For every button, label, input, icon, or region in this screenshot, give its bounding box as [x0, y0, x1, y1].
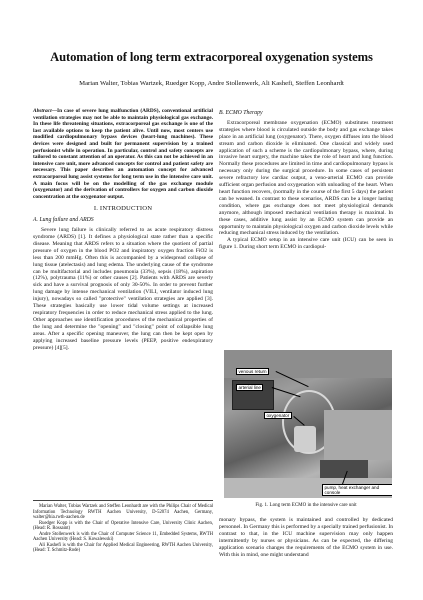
author-list: Marian Walter, Tobias Wartzek, Ruedger Kopp, Andre Stollenwerk, Ali Kashefi, Steffen Leonhardt	[79, 80, 344, 87]
label-pump-console: pump, heat exchanger and console	[322, 484, 392, 496]
right-column	[219, 108, 393, 251]
abstract-text: —In case of severe lung malfunction (ARDS), conventional artificial ventilation strategies may not be able to maintain physiological gas exchange. In these life threatening situations, extracorporeal gas exchange is one of the last available options to keep the patient alive. Until now, most centers use modified cardiopulmonary bypass devices (heart-lung machines). These devices were designed and built for permanent supervision by a trained perfusionist while in operation. In particular, control and safety concepts are tailored to constant attention of an operator. As this can not be achieved in an intensive care unit, more advanced concepts for control and patient safety are necessary. This paper describes an automation concept for advanced extracorporeal lung assist systems for long term use in the intensive care unit. A main focus will be on the modelling of the gas exchange module (oxygenator) and the derivation of controllers for oxygen and carbon dioxide concentration at the oxygenator output.	[33, 108, 213, 200]
abstract	[33, 108, 213, 200]
right-column-continued	[219, 517, 393, 558]
paragraph-ecmo-therapy: Extracorporeal membrane oxygenation (ECMO) substitutes treatment strategies where blood is circulated outside the body and gas exchange takes place in an artificial lung (oxygenator). There, oxygen diffuses into the blood stream and carbon dioxide is eliminated. One classical and widely used application of such a scheme is the cardiopulmonary bypass, where, during invasive heart surgery, the machine takes the role of heart and lung function. Normally these procedures are limited in time and cardiopulmonary bypass is necessary only during the surgical procedure. In some cases of persistent severe refractory low cardiac output, a veno-arterial ECMO can provide sufficient organ perfusion and oxygenation with unloading of the heart. When heart function recovers, (normally in the course of the first 5 days) the patient can be weaned. In contrast to these scenarios, ARDS can be a longer lasting condition, where gas exchange does not meet physiological demands anymore, although imposed mechanical ventilation therapy is maximal. In these cases, additive lung assist by an ECMO system can provide an opportunity to maintain physiological oxygen and carbon dioxide levels while reducing mechanical stress induced by the ventilation.	[219, 119, 393, 237]
subsection-heading-ecmo: B. ECMO Therapy	[219, 110, 263, 116]
paper-title: Automation of long term extracorporeal oxygenation systems	[50, 50, 373, 64]
paragraph-ecmo-setup: A typical ECMO setup in an intensive care unit (ICU) can be seen in figure 1. During short term ECMO in cardiopul-	[219, 237, 393, 251]
footnote: Andre Stollenwerk is with the Chair of Computer Science 11, Embedded Systems, RWTH Aachen University (Head: S. Kowalewski)	[33, 531, 213, 542]
oxygenator-device	[294, 426, 316, 452]
paragraph-ecmo-continued: monary bypass, the system is maintained and controlled by dedicated personnel. In Germany this is performed by a specially trained perfusionist. In contrast to that, in the ICU machine supervision may only happen intermittently by nurses or physicians. As can be expected, the differing application scenario changes the requirements of the ECMO system in use. With this in mind, one might understand	[219, 517, 393, 558]
bed-frame	[324, 410, 392, 460]
footnote: Ruedger Kopp is with the Chair of Operative Intensive Care, University Clinic Aachen, (Head: R. Rossaint)	[33, 520, 213, 531]
abstract-lead: Abstract	[33, 108, 52, 114]
footnotes	[33, 500, 213, 554]
label-oxygenator: oxygenator	[264, 412, 292, 419]
subsection-heading-lung-failure: A. Lung failure and ARDS	[33, 217, 94, 224]
label-arterial-line: arterial line	[236, 384, 263, 391]
footnote: Ali Kashefi is with the Chair for Applied Medical Engineering, RWTH Aachen University, (Head: T. Schmitz-Rode)	[33, 542, 213, 553]
figure-caption: Fig. 1. Long term ECMO in the intensive care unit	[255, 503, 357, 508]
paragraph-lung-failure: Severe lung failure is clinically referred to as acute respiratory distress syndrome (ARDS) [1]. It defines a physiological state rather than a specific disease. Meaning that ARDS refers to a situation where the quotient of partial pressure of oxygen in the blood PO2 and inspiratory oxygen fraction FiO2 is less than 200 mmHg. Often this is accompanied by a widespread collapse of lung tissue (atelectasis) and lung edema. The underlying cause of the syndrome can be multifactorial and includes pneumonia (33%), sepsis (18%), aspiration (12%), polytrauma (11%) or other causes [2]. Patients with ARDS are severly sick and have a survival prognosis of only 30-50%. In order to prevent further lung damage by intense mechanical ventilation (VILI, ventilator induced lung injury), nowadays so called "protective" ventilation strategies are applied [3]. These strategies basically use lower tidal volume settings at increased respiratory frequencies in order to reduce mechanical stress applied to the lung. Other approaches use identification procedures of the mechanical properties of the lung and determine the "opening" and "closing" point of collapsible lung areas. After a specific opening maneuver, the lung can then be kept open by applying increased baseline pressure levels (PEEP, positive endexpiratory pressure) [4][5].	[33, 227, 213, 351]
left-column	[33, 108, 213, 351]
label-venous-return: venous return	[236, 368, 269, 375]
pointer-arterial-line	[272, 387, 301, 397]
footnote: Marian Walter, Tobias Wartzek and Steffen Leonhardt are with the Philips Chair of Medical Information Technology RWTH Aachen University, D-52074 Aachen, Germany, walter@hia.rwth-aachen.de	[33, 504, 213, 520]
figure-ecmo-photo	[224, 350, 392, 498]
section-heading-introduction: I. INTRODUCTION	[93, 205, 153, 213]
